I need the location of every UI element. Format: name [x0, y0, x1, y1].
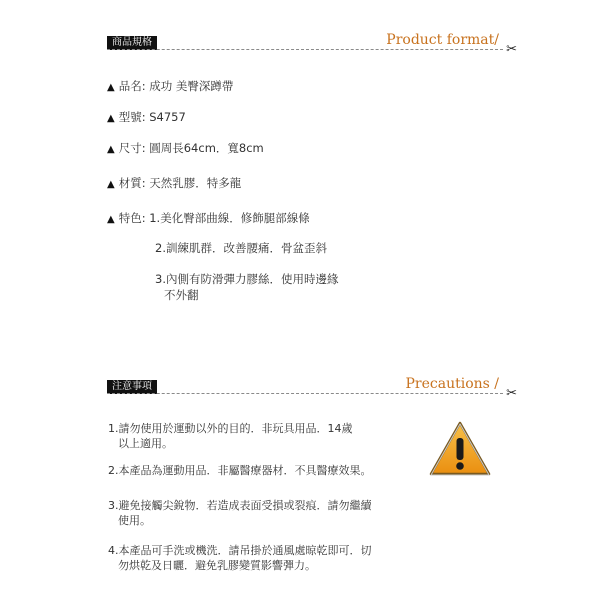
triangle-bullet-icon: ▲	[107, 144, 115, 155]
scissors-icon: ✂	[506, 42, 517, 57]
feature-3a: 3.內側有防滑彈力膠絲．使用時邊緣	[155, 272, 339, 286]
scissors-icon: ✂	[506, 386, 517, 401]
precautions-header	[107, 364, 517, 401]
precautions-tag: 注意事項	[107, 380, 157, 394]
note-4: 4.本產品可手洗或機洗．請吊掛於通風處晾乾即可．切 勿烘乾及日曬．避免乳膠變質影響彈力。	[108, 544, 372, 572]
precautions-title: Precautions /	[405, 376, 499, 392]
triangle-bullet-icon: ▲	[107, 214, 115, 225]
dashed-divider	[107, 49, 503, 50]
product-format-title: Product format/	[386, 32, 499, 48]
triangle-bullet-icon: ▲	[107, 113, 115, 124]
triangle-bullet-icon: ▲	[107, 82, 115, 93]
product-format-header	[107, 20, 517, 57]
note-3: 3.避免接觸尖銳物．若造成表面受損或裂痕．請勿繼續 使用。	[108, 499, 372, 527]
feature-3b: 不外翻	[164, 288, 199, 302]
feature-label: 特色:	[118, 211, 146, 225]
spec-size: ▲ 尺寸: 圓周長64cm．寬8cm	[107, 141, 264, 155]
spec-model: ▲ 型號: S4757	[107, 110, 186, 124]
triangle-bullet-icon: ▲	[107, 179, 115, 190]
note-1: 1.請勿使用於運動以外的目的．非玩具用品．14歲 以上適用。	[108, 422, 353, 450]
warning-icon	[428, 420, 492, 478]
spec-name: ▲ 品名: 成功 美臀深蹲帶	[107, 79, 234, 93]
feature-2: 2.訓練肌群．改善腰痛．骨盆歪斜	[155, 241, 327, 255]
product-format-tag: 商品規格	[107, 36, 157, 50]
dashed-divider	[107, 393, 503, 394]
spec-feature	[107, 211, 310, 227]
feature-1: 1.美化臀部曲線．修飾腿部線條	[149, 211, 310, 225]
spec-material: ▲ 材質: 天然乳膠．特多龍	[107, 176, 242, 190]
note-2: 2.本產品為運動用品．非屬醫療器材．不具醫療效果。	[108, 464, 372, 477]
